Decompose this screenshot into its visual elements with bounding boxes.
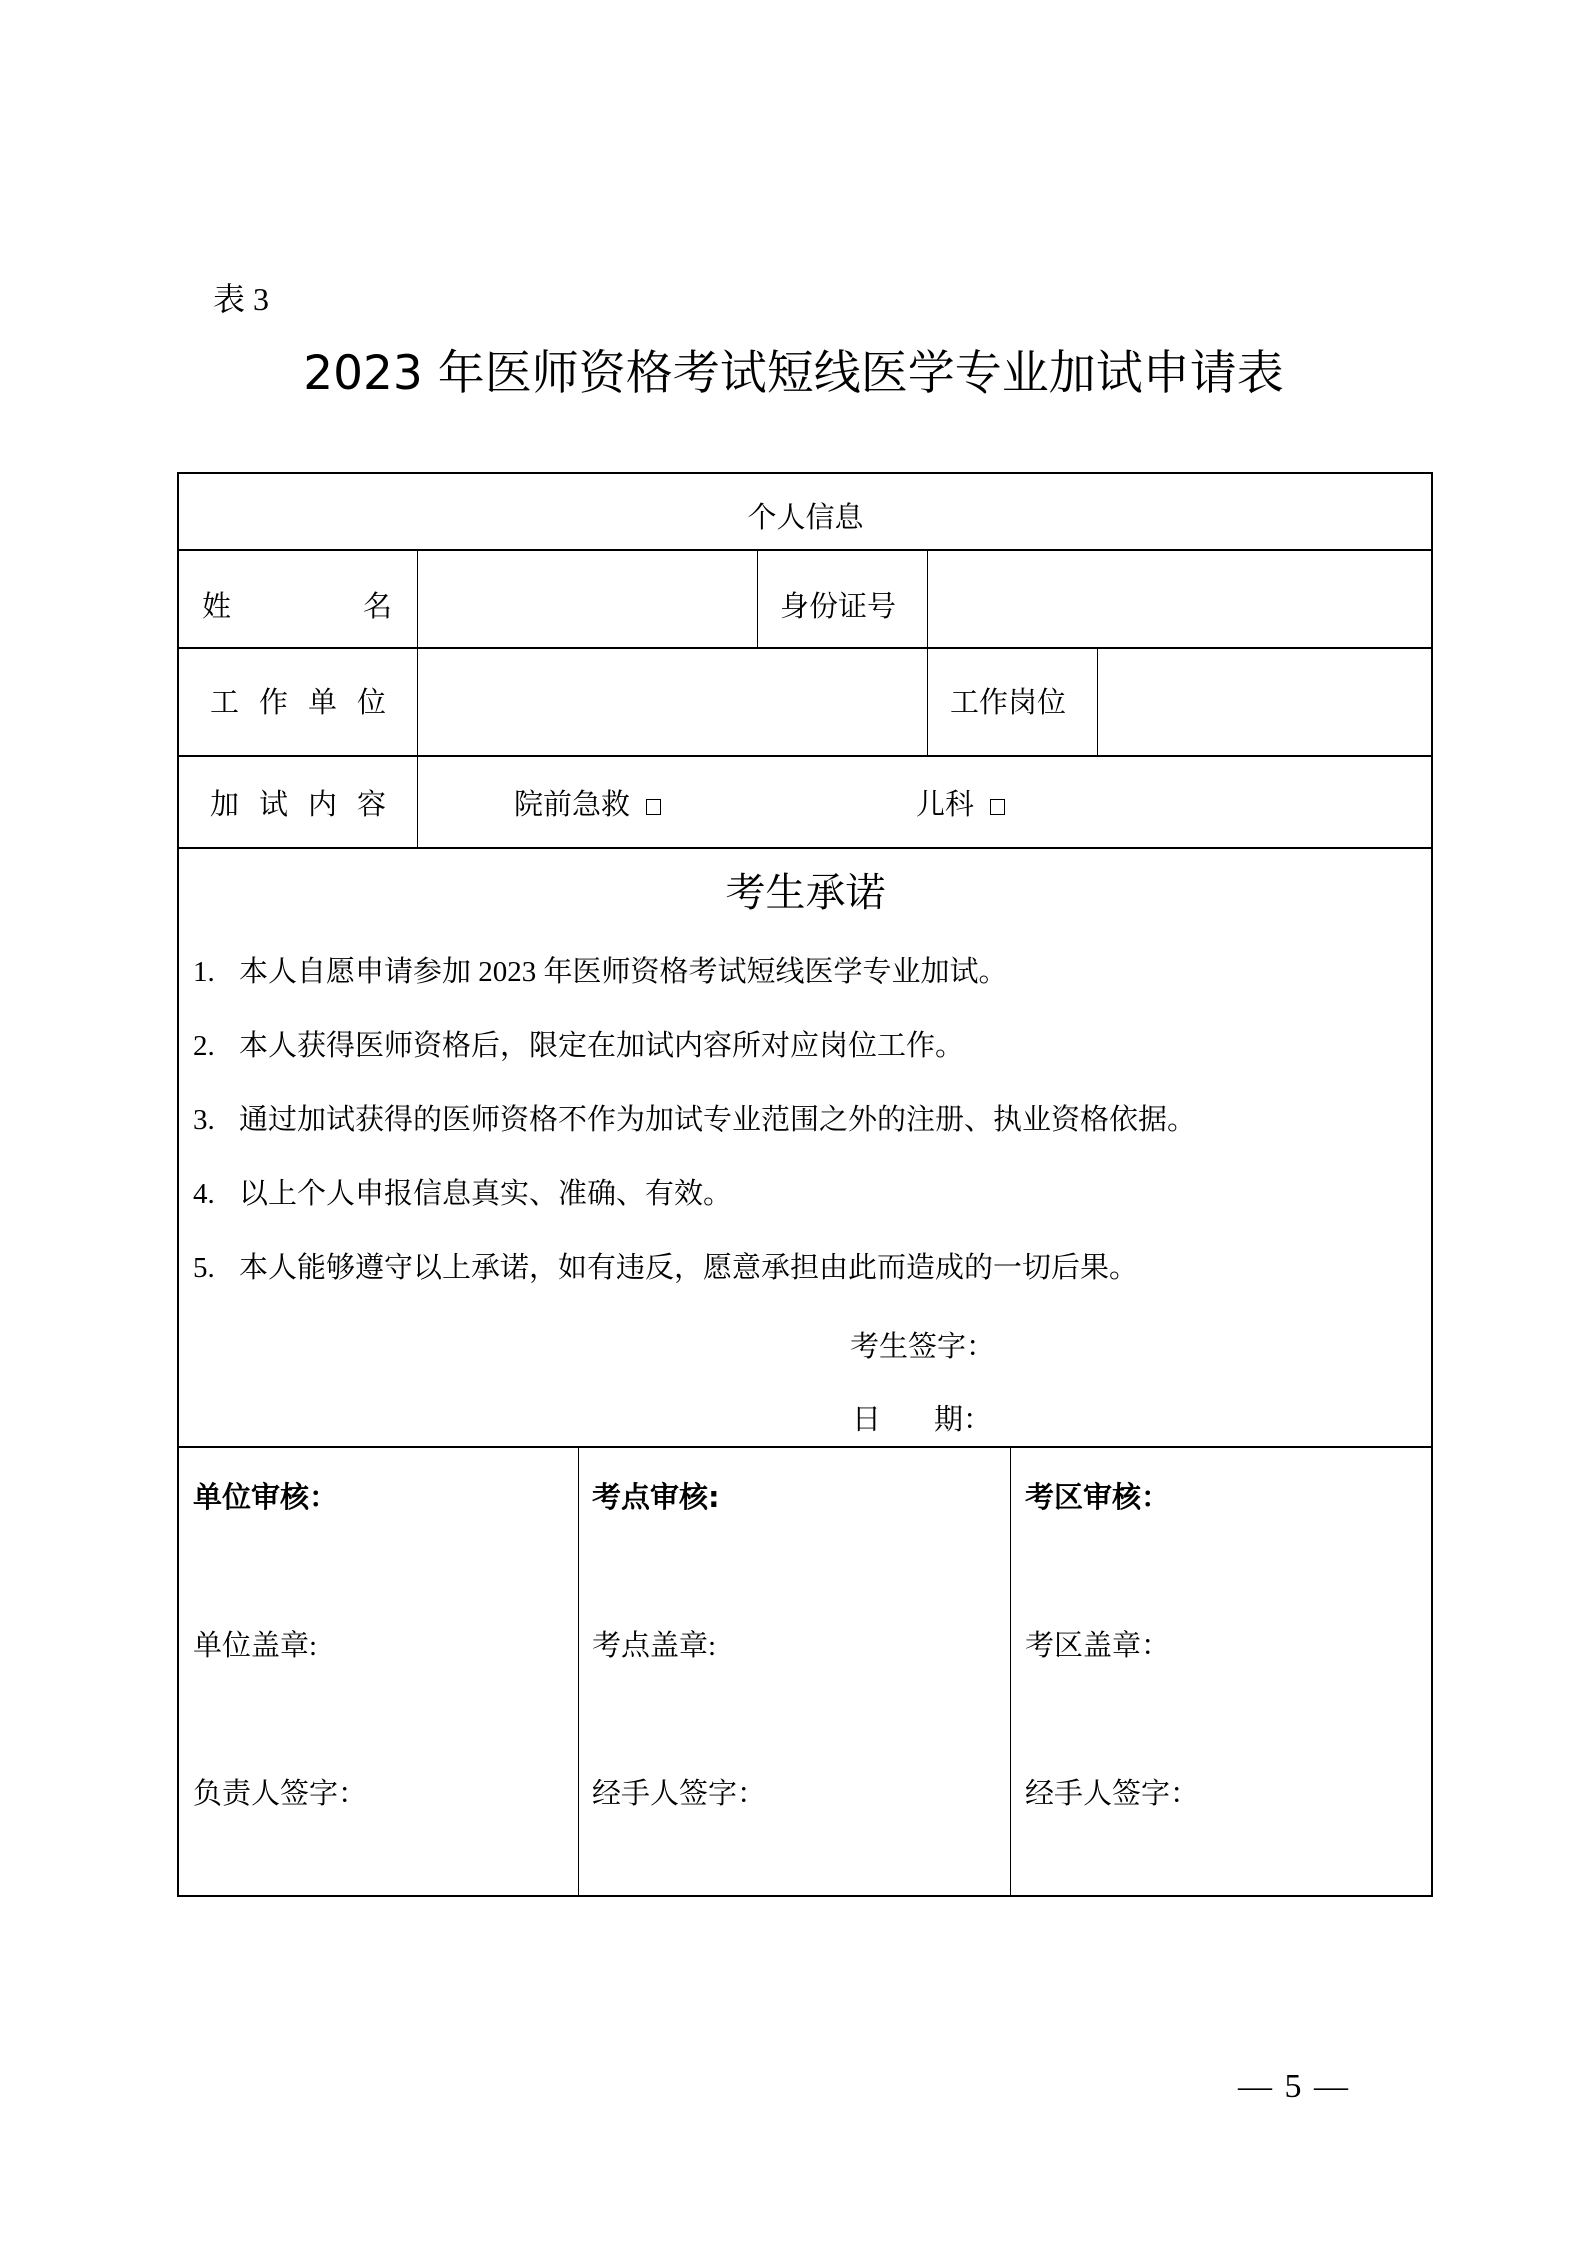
name-field[interactable] — [419, 551, 757, 647]
commitment-item — [193, 1180, 732, 1209]
option-label: 院前急救 — [514, 787, 631, 821]
item-number: 2. — [193, 1030, 215, 1062]
work-unit-label — [210, 685, 386, 719]
work-post-field[interactable] — [1099, 649, 1431, 755]
personal-info-heading: 个人信息 — [747, 500, 864, 534]
unit-stamp-label: 单位盖章: — [193, 1630, 318, 1662]
item-number: 3. — [193, 1104, 215, 1136]
option-prehospital-emergency[interactable] — [514, 787, 661, 821]
label-char: 单 — [307, 685, 337, 719]
item-text: 以上个人申报信息真实、准确、有效。 — [239, 1178, 733, 1210]
option-label: 儿科 — [916, 787, 975, 821]
commitment-item — [193, 1254, 1138, 1283]
item-number: 4. — [193, 1178, 215, 1210]
commitment-heading: 考生承诺 — [725, 870, 886, 916]
col-divider — [578, 1446, 579, 1896]
label-char: 工 — [210, 685, 240, 719]
item-text: 本人自愿申请参加 2023 年医师资格考试短线医学专业加试。 — [239, 956, 1008, 988]
table-border-left — [177, 472, 179, 1897]
exam-site-handler-signature-label: 经手人签字： — [592, 1778, 767, 1810]
exam-district-stamp-label: 考区盖章： — [1025, 1630, 1171, 1662]
col-divider — [1097, 647, 1098, 756]
item-number: 5. — [193, 1252, 215, 1284]
label-char: 试 — [258, 787, 288, 821]
exam-content-label — [210, 787, 386, 821]
commitment-item — [193, 1032, 964, 1061]
item-text: 本人能够遵守以上承诺，如有违反，愿意承担由此而造成的一切后果。 — [239, 1252, 1139, 1284]
exam-site-stamp-label: 考点盖章: — [592, 1630, 717, 1662]
table-border-right — [1431, 472, 1433, 1897]
item-number: 1. — [193, 956, 215, 988]
col-divider — [927, 549, 928, 756]
label-char: 容 — [356, 787, 386, 821]
row-divider — [178, 847, 1433, 849]
exam-site-review-heading: 考点审核: — [592, 1480, 720, 1514]
table-border-bottom — [178, 1895, 1433, 1897]
item-text: 本人获得医师资格后，限定在加试内容所对应岗位工作。 — [239, 1030, 965, 1062]
work-post-label: 工作岗位 — [950, 685, 1067, 719]
label-char: 期： — [933, 1402, 992, 1436]
item-text: 通过加试获得的医师资格不作为加试专业范围之外的注册、执业资格依据。 — [239, 1104, 1197, 1136]
label-char: 位 — [356, 685, 386, 719]
label-char: 日 — [852, 1402, 882, 1436]
label-char: 作 — [258, 685, 288, 719]
commitment-item — [193, 958, 1008, 987]
label-char: 加 — [210, 787, 240, 821]
table-label: 表 3 — [213, 281, 270, 317]
page-number: — 5 — — [1238, 2068, 1350, 2105]
work-unit-field[interactable] — [419, 649, 927, 755]
checkbox-icon[interactable] — [990, 799, 1005, 815]
exam-district-handler-signature-label: 经手人签字： — [1025, 1778, 1200, 1810]
id-number-label: 身份证号 — [780, 589, 897, 623]
document-title: 2023 年医师资格考试短线医学专业加试申请表 — [303, 346, 1284, 401]
date-label — [852, 1402, 992, 1436]
col-divider — [757, 549, 758, 648]
row-divider — [178, 1446, 1433, 1448]
label-char: 内 — [307, 787, 337, 821]
checkbox-icon[interactable] — [646, 799, 661, 815]
unit-review-heading: 单位审核： — [193, 1480, 339, 1514]
option-pediatrics[interactable] — [916, 787, 1005, 821]
commitment-item — [193, 1106, 1196, 1135]
candidate-signature-label: 考生签字： — [850, 1329, 996, 1363]
row-divider — [178, 755, 1433, 757]
id-number-field[interactable] — [929, 551, 1431, 647]
table-border-top — [178, 472, 1433, 474]
unit-responsible-signature-label: 负责人签字： — [193, 1778, 368, 1810]
name-label-char: 名 — [362, 589, 392, 623]
name-label-char: 姓 — [202, 589, 232, 623]
name-label — [202, 589, 392, 623]
col-divider — [417, 549, 418, 848]
exam-district-review-heading: 考区审核： — [1025, 1480, 1171, 1514]
col-divider — [1010, 1446, 1011, 1896]
